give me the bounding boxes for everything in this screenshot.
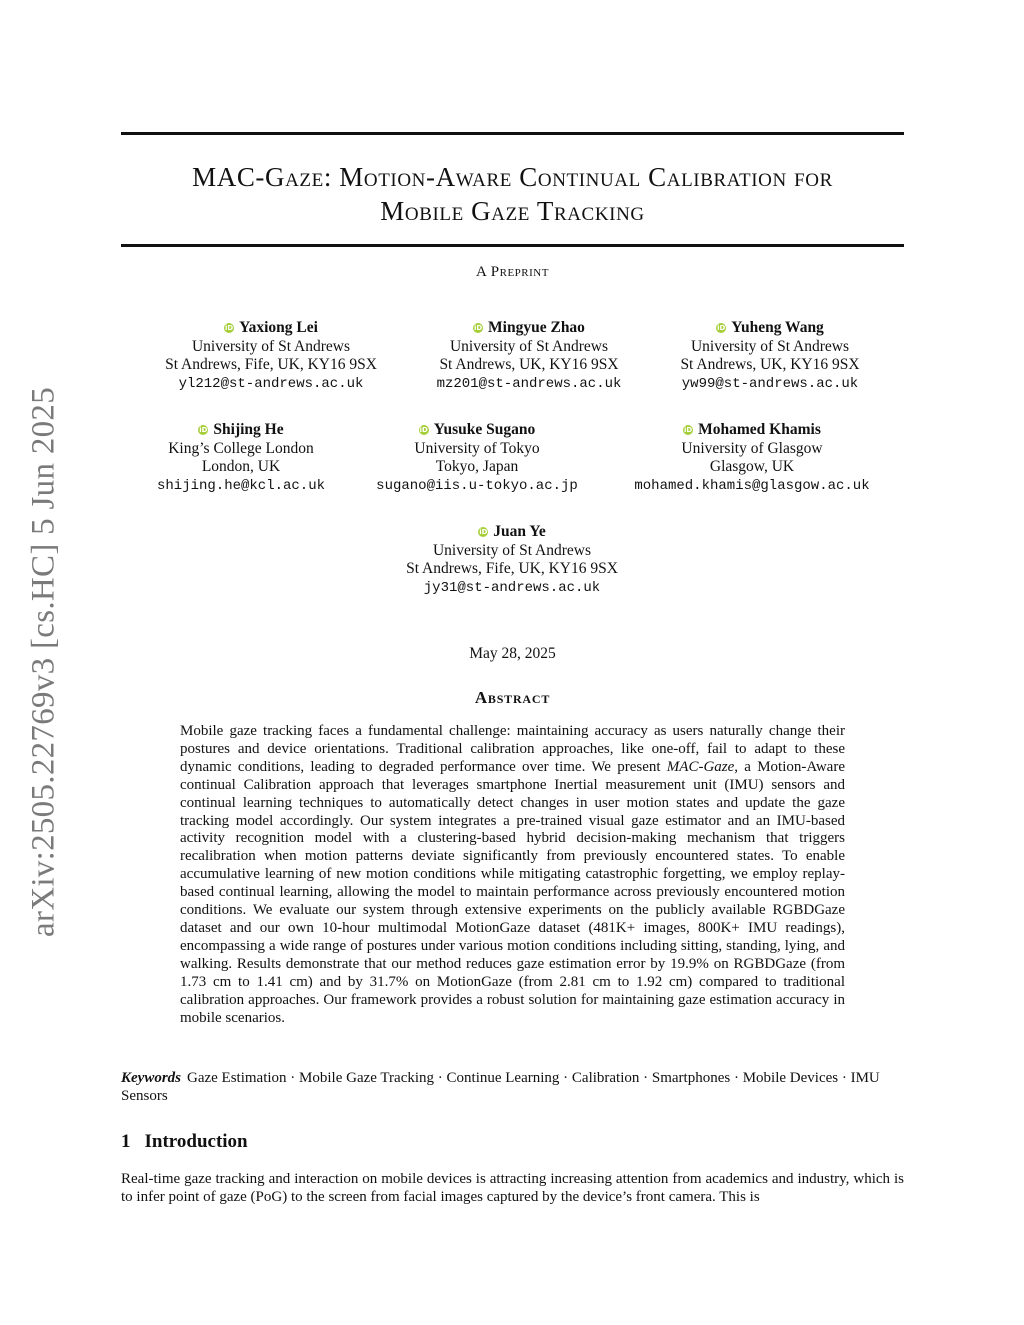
author-address: St Andrews, UK, KY16 9SX bbox=[439, 356, 619, 373]
orcid-icon[interactable]: iD bbox=[419, 426, 428, 435]
author-affiliation: University of St Andrews bbox=[191, 337, 350, 355]
section-number: 1 bbox=[121, 1131, 131, 1152]
keywords-label: Keywords bbox=[121, 1070, 181, 1086]
author-affiliation: University of Glasgow bbox=[681, 439, 823, 457]
paper-title-line-1: MAC-Gaze: Motion-Aware Continual Calibration for bbox=[192, 162, 833, 192]
author-name: Yaxiong Lei bbox=[239, 319, 318, 336]
paper-title-line-2: Mobile Gaze Tracking bbox=[380, 196, 645, 226]
author-address: St Andrews, Fife, UK, KY16 9SX bbox=[406, 560, 618, 577]
arxiv-side-stamp: arXiv:2505.22769v3 [cs.HC] 5 Jun 2025 bbox=[25, 386, 62, 938]
author-affiliation: University of St Andrews bbox=[432, 541, 591, 559]
author-name: Juan Ye bbox=[493, 523, 546, 540]
author-name: Mohamed Khamis bbox=[698, 421, 821, 438]
author-affiliation: University of St Andrews bbox=[690, 337, 849, 355]
author-block bbox=[382, 523, 642, 597]
orcid-icon[interactable]: iD bbox=[224, 324, 234, 333]
preprint-label: A Preprint bbox=[476, 264, 549, 280]
author-email[interactable]: mohamed.khamis@glasgow.ac.uk bbox=[634, 477, 870, 494]
author-name: Shijing He bbox=[213, 421, 284, 438]
author-address: St Andrews, UK, KY16 9SX bbox=[680, 356, 860, 373]
section-heading-introduction bbox=[121, 1131, 248, 1153]
title-bottom-rule bbox=[121, 244, 904, 247]
publication-date: May 28, 2025 bbox=[469, 645, 556, 662]
orcid-icon[interactable]: iD bbox=[717, 324, 726, 333]
abstract-body bbox=[180, 723, 845, 1027]
author-email[interactable]: sugano@iis.u-tokyo.ac.jp bbox=[376, 477, 578, 494]
author-block bbox=[399, 319, 659, 393]
author-email[interactable]: yl212@st-andrews.ac.uk bbox=[178, 375, 364, 392]
author-affiliation: King’s College London bbox=[168, 439, 314, 457]
author-block bbox=[347, 421, 607, 495]
section-title: Introduction bbox=[144, 1131, 248, 1152]
orcid-icon[interactable]: iD bbox=[473, 324, 483, 333]
introduction-paragraph: Real-time gaze tracking and interaction on mobile devices is attracting increasing attention from academics and industry, which is to infer point of gaze (PoG) to the screen from facial images captured by the device’s front camera. This is bbox=[121, 1171, 904, 1205]
author-address: Tokyo, Japan bbox=[435, 458, 519, 475]
orcid-icon[interactable]: iD bbox=[199, 426, 208, 435]
author-name: Yusuke Sugano bbox=[433, 421, 536, 438]
abstract-system-name: MAC-Gaze bbox=[666, 758, 735, 775]
author-name: Yuheng Wang bbox=[731, 319, 824, 336]
author-block bbox=[141, 319, 401, 393]
keywords-list: Gaze Estimation · Mobile Gaze Tracking · Continue Learning · Calibration · Smartphones · Mobile Devices · IMU Sensors bbox=[121, 1070, 880, 1104]
author-address: London, UK bbox=[201, 458, 281, 475]
author-block bbox=[617, 421, 887, 495]
author-email[interactable]: jy31@st-andrews.ac.uk bbox=[423, 579, 601, 596]
author-name: Mingyue Zhao bbox=[488, 319, 585, 336]
author-email[interactable]: mz201@st-andrews.ac.uk bbox=[436, 375, 622, 392]
author-email[interactable]: yw99@st-andrews.ac.uk bbox=[681, 375, 859, 392]
author-affiliation: University of Tokyo bbox=[414, 439, 540, 457]
abstract-heading: Abstract bbox=[474, 688, 551, 707]
abstract-text-start: Mobile gaze tracking faces a fundamental challenge: maintaining accuracy as users naturally change their postures and device orientations. Traditional calibration approaches, like one-off, fail to adapt to these dynamic conditions, leading to degraded performance over time. We present bbox=[180, 723, 845, 775]
title-top-rule bbox=[121, 132, 904, 135]
author-block bbox=[111, 421, 371, 495]
orcid-icon[interactable]: iD bbox=[479, 528, 488, 537]
author-affiliation: University of St Andrews bbox=[449, 337, 608, 355]
keywords bbox=[121, 1069, 904, 1105]
author-block bbox=[640, 319, 900, 393]
orcid-icon[interactable]: iD bbox=[684, 426, 693, 435]
abstract-text-rest: , a Motion-Aware continual Calibration approach that leverages smartphone Inertial measurement unit (IMU) sensors and continual learning techniques to automatically detect changes in user motion states and update the gaze tracking model accordingly. Our system integrates a pre-trained visual gaze estimator and an IMU-based activity recognition model with a clustering-based hybrid decision-making mechanism that triggers recalibration when motion patterns deviate significantly from previously encountered states. To enable accumulative learning of new motion conditions while mitigating catastrophic forgetting, we employ replay-based continual learning, allowing the model to maintain performance across previously encountered motion conditions. We evaluate our system through extensive experiments on the publicly available RGBDGaze dataset and our own 10-hour multimodal MotionGaze dataset (481K+ images, 800K+ IMU readings), encompassing a wide range of postures under various motion conditions including sitting, standing, lying, and walking. Results demonstrate that our method reduces gaze estimation error by 19.9% on RGBDGaze (from 1.73 cm to 1.41 cm) and by 31.7% on MotionGaze (from 2.81 cm to 1.92 cm) compared to traditional calibration approaches. Our framework provides a robust solution for maintaining gaze estimation accuracy in mobile scenarios. bbox=[180, 758, 845, 1026]
author-email[interactable]: shijing.he@kcl.ac.uk bbox=[156, 477, 326, 494]
author-address: Glasgow, UK bbox=[709, 458, 795, 475]
author-address: St Andrews, Fife, UK, KY16 9SX bbox=[165, 356, 377, 373]
